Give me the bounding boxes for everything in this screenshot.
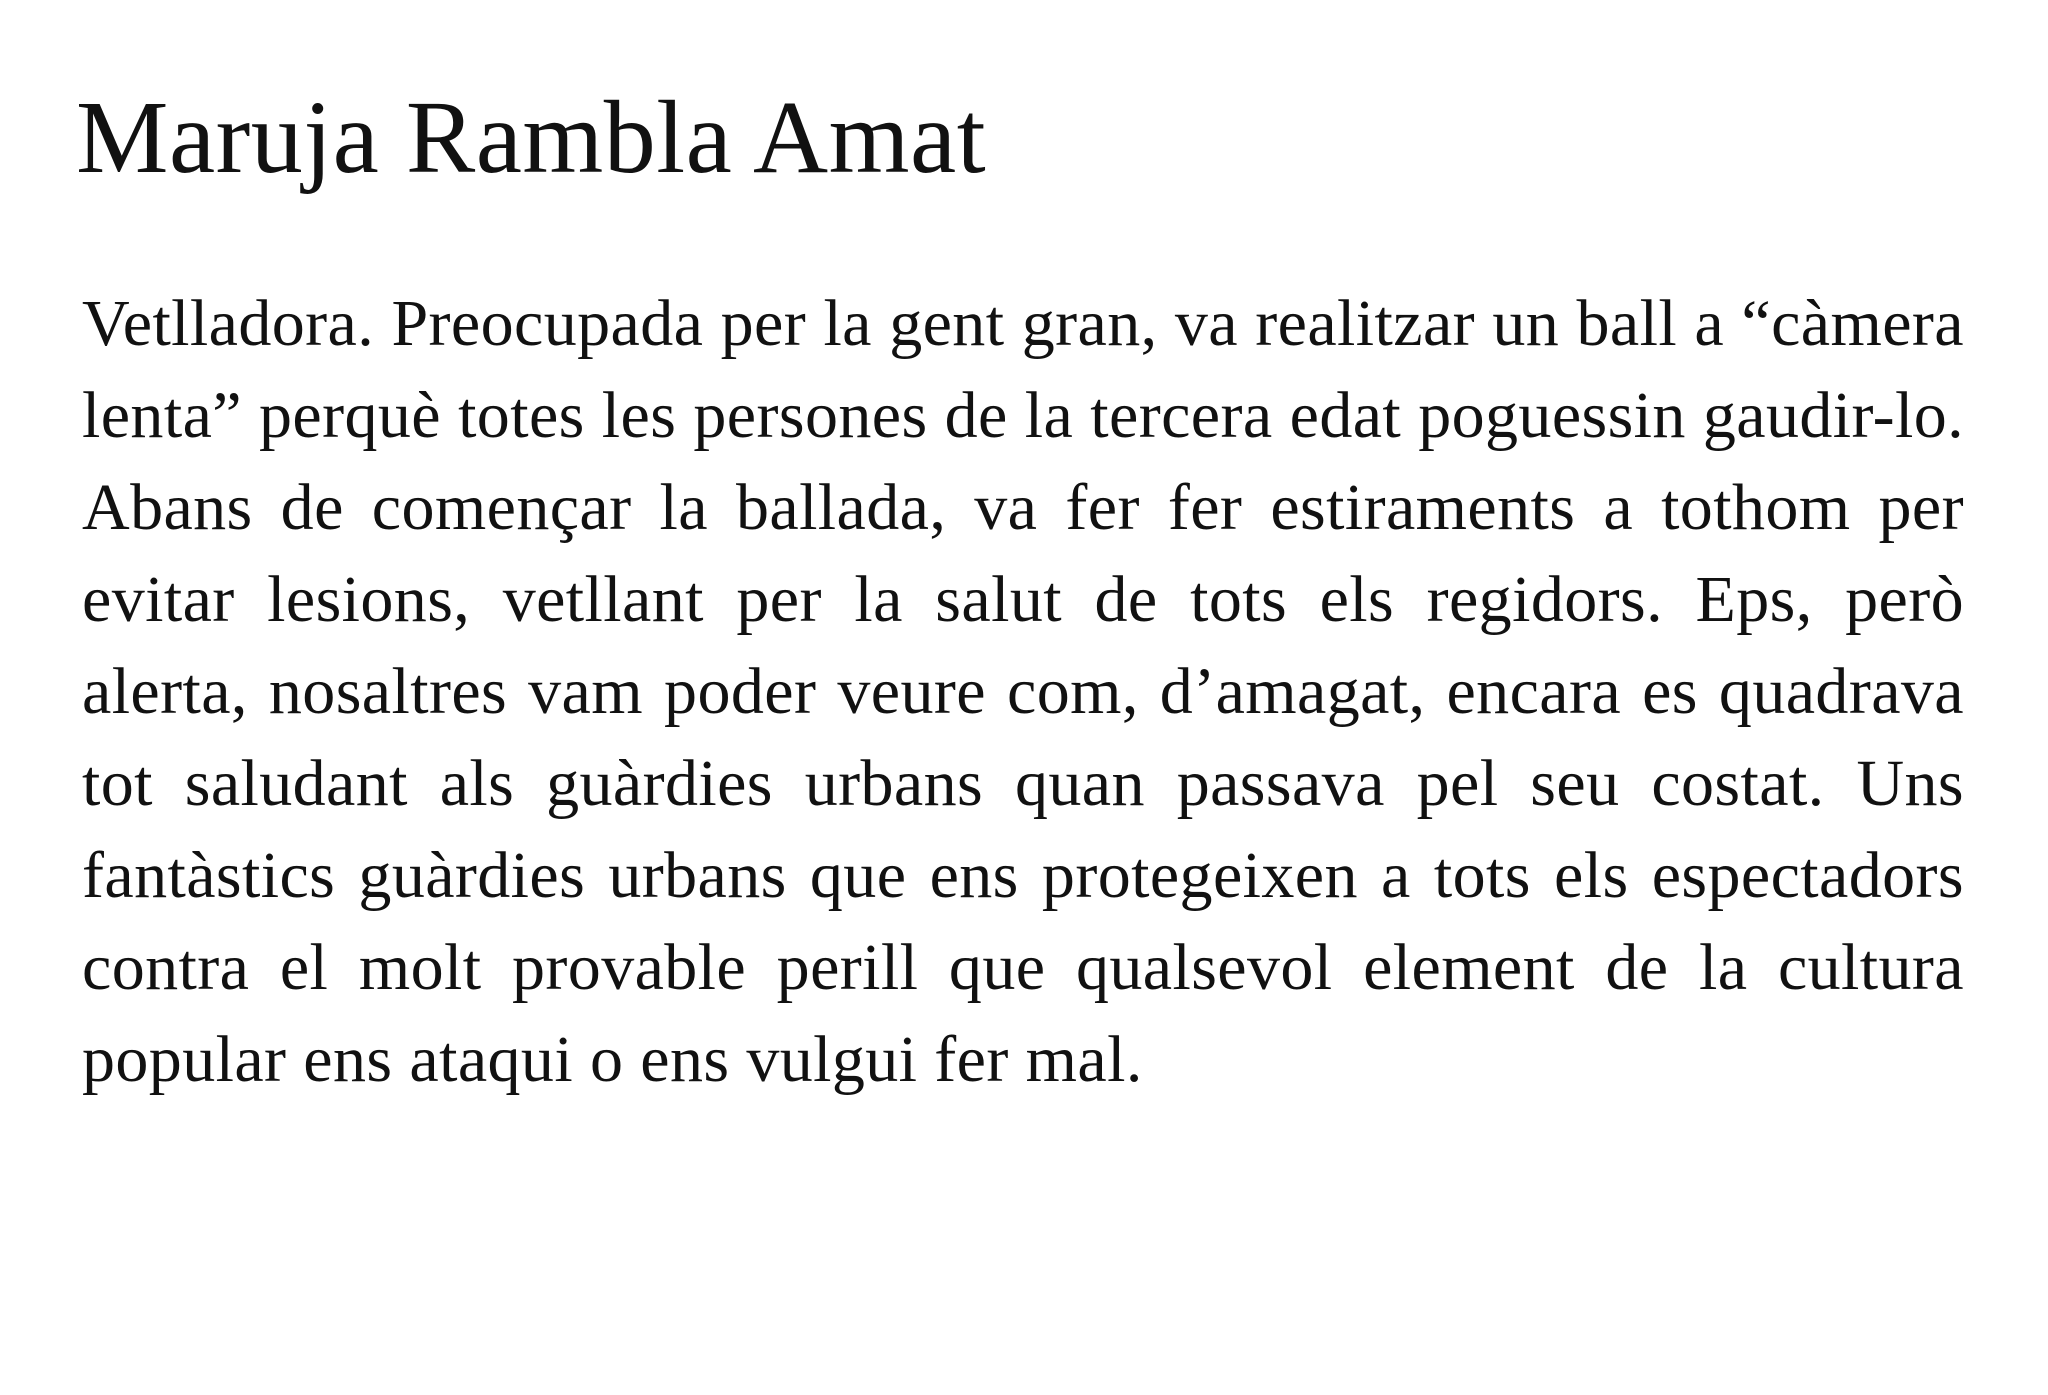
document-title: Maruja Rambla Amat <box>76 80 987 195</box>
document-body-paragraph: Vetlladora. Preocupada per la gent gran, va realitzar un ball a “càmera lenta” perquè totes les persones de la tercera edat poguessin gaudir-lo. Abans de començar la ballada, va fer fer estiraments a tothom per evitar lesions, vetllant per la salut de tots els regidors. Eps, però alerta, nosaltres vam poder veure com, d’amagat, encara es quadrava tot saludant als guàrdies urbans quan passava pel seu costat. Uns fantàstics guàrdies urbans que ens protegeixen a tots els espectadors contra el molt provable perill que qualsevol element de la cultura popular ens ataqui o ens vulgui fer mal. <box>82 287 1964 1096</box>
